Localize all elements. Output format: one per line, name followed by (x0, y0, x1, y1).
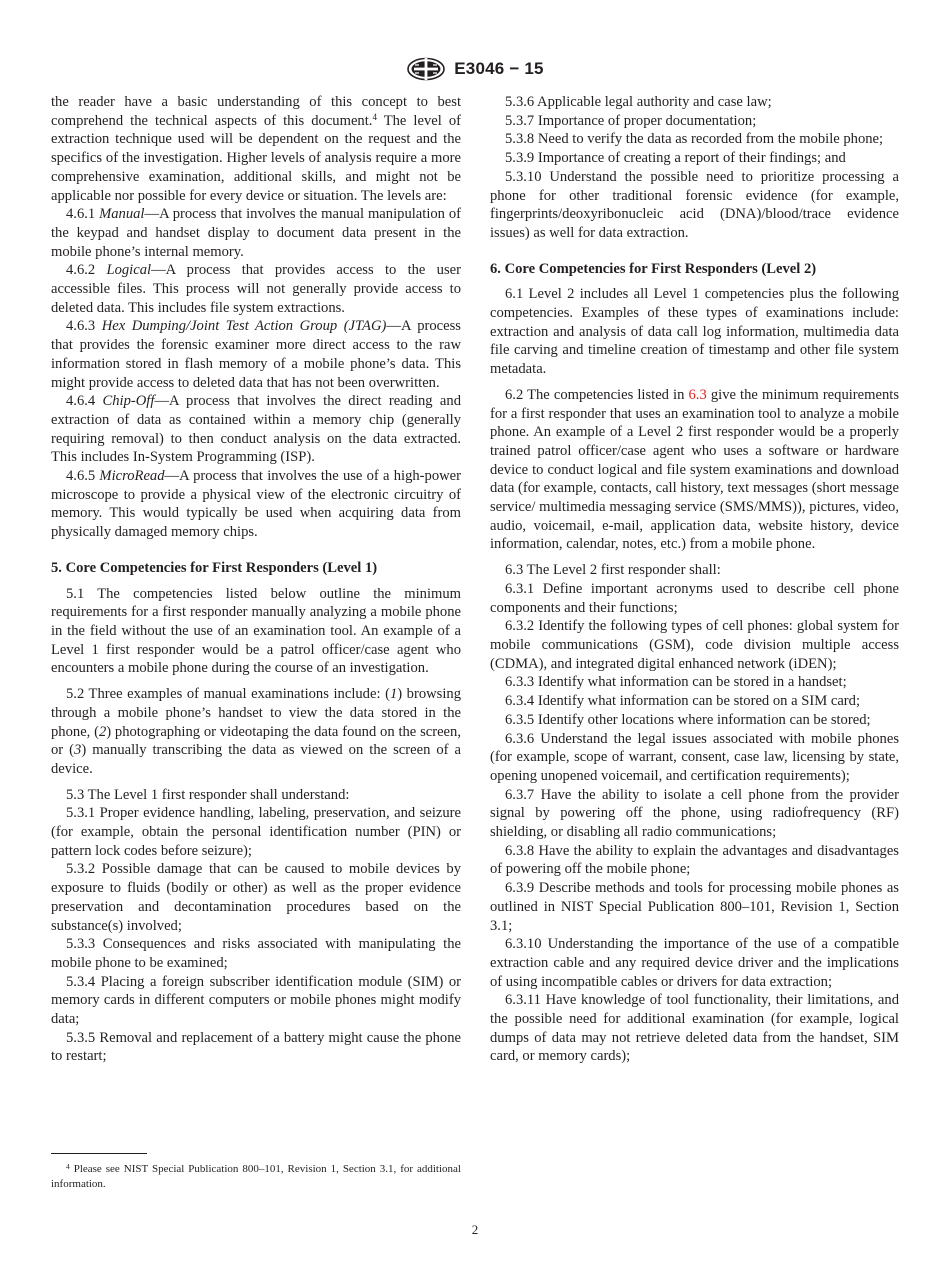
paragraph-5-3-2: 5.3.2 Possible damage that can be caused to mobile devices by exposure to fluids (bodily or other) as well as the proper evidence preservation and decontamination procedures based on the substance(s) involved; (51, 861, 461, 934)
page-header (0, 56, 950, 82)
footnote-ref-4[interactable]: 4 (372, 111, 377, 122)
paragraph-6-1: 6.1 Level 2 includes all Level 1 competencies plus the following competencies. Examples of these types of examinations include: extraction and analysis of data call log information, multimedia data file carving and timeline creation of timestamp and other file system metadata. (490, 286, 899, 378)
paragraph-4-6-1: 4.6.1 Manual—A process that involves the manual manipulation of the keypad and handset display to document data present in the mobile phone’s internal memory. (51, 206, 462, 260)
paragraph-5-3-4: 5.3.4 Placing a foreign subscriber identification module (SIM) or memory cards in different computers or mobile phones might modify data; (51, 973, 461, 1028)
paragraph-5-3-9: 5.3.9 Importance of creating a report of their findings; and (505, 150, 846, 167)
footnote-4: $^4$ Please see NIST Special Publication 800–101, Revision 1, Section 3.1, for additional information. (51, 1162, 461, 1190)
paragraph-6-3-6: 6.3.6 Understand the legal issues associated with mobile phones (for example, scope of warrant, consent, case law, licensing by state, opening unopened voicemail, and certification requirements); (490, 730, 899, 784)
paragraph-5-3-1: 5.3.1 Proper evidence handling, labeling, preservation, and seizure (for example, obtain the personal identification number (PIN) or pattern lock codes before seizure); (51, 805, 461, 859)
paragraph-5-3-5: 5.3.5 Removal and replacement of a battery might cause the phone to restart; (51, 1029, 461, 1065)
left-column (51, 93, 461, 1066)
paragraph-6-3-2: 6.3.2 Identify the following types of cell phones: global system for mobile communications (GSM), code division multiple access (CDMA), and integrated digital enhanced network (iDEN); (490, 618, 899, 672)
footnote-divider (51, 1153, 147, 1154)
paragraph-6-3-5: 6.3.5 Identify other locations where information can be stored; (505, 711, 871, 728)
paragraph-5-3-7: 5.3.7 Importance of proper documentation; (505, 112, 757, 129)
paragraph-4-6-2: 4.6.2 Logical—A process that provides access to the user accessible files. This process will not generally provide access to deleted data. This includes file system extractions. (51, 262, 461, 316)
paragraph-4-6-4: 4.6.4 Chip-Off—A process that involves the direct reading and extraction of data as contained within a memory chip (generally requiring removal) to then conduct analysis on the data extracted. This includes In-System Programming (ISP). (51, 393, 461, 466)
paragraph-6-3-1: 6.3.1 Define important acronyms used to describe cell phone components and their functions; (490, 580, 899, 616)
paragraph-6-3-7: 6.3.7 Have the ability to isolate a cell phone from the provider signal by powering off the phone, using radiofrequency (RF) shielding, or disabling all radio communications; (490, 786, 899, 841)
paragraph-6-3-4: 6.3.4 Identify what information can be stored on a SIM card; (505, 693, 861, 710)
paragraph-6-3: 6.3 The Level 2 first responder shall: (505, 562, 721, 579)
paragraph-5-3-8: 5.3.8 Need to verify the data as recorded from the mobile phone; (505, 131, 884, 148)
paragraph-5-2: 5.2 Three examples of manual examinations include: (1) browsing through a mobile phone’s handset to view the data stored in the phone, (2) photographing or videotaping the data found on the screen, or (3) manually transcribing the data as viewed on the screen of a device. (51, 686, 462, 777)
section-6-3-link[interactable]: 6.3 (688, 386, 707, 403)
right-column (490, 93, 899, 1066)
paragraph-5-3-3: 5.3.3 Consequences and risks associated with manipulating the mobile phone to be examined; (51, 936, 461, 971)
page-number: 2 (471, 1222, 479, 1237)
paragraph-6-3-11: 6.3.11 Have knowledge of tool functionality, their limitations, and the possible need for additional examination (for example, logical dumps of data may not retrieve deleted data from the handset, SIM card, or memory cards); (490, 992, 899, 1065)
section-5-heading: 5. Core Competencies for First Responders (Level 1) (51, 559, 378, 576)
paragraph-5-1: 5.1 The competencies listed below outline the minimum requirements for a first responder manually analyzing a mobile phone in the field without the use of an examination tool. An example of a Level 1 first responder would be a patrol officer/case agent who encounters a mobile phone during the course of an investigation. (51, 585, 461, 677)
paragraph-5-3-10: 5.3.10 Understand the possible need to prioritize processing a phone for other traditional forensic evidence (for example, fingerprints/deoxyribonucleic acid (DNA)/blood/trace evidence issues) as well for data extraction. (490, 168, 899, 241)
paragraph-5-3: 5.3 The Level 1 first responder shall understand: (66, 786, 350, 803)
paragraph-4-6-intro: the reader have a basic understanding of this concept to best comprehend the technical aspects of this document.$^4$ The level of extraction technique used will be dependent on the request and the specifics of the investigation. Higher levels of analysis require a more comprehensive examination, additional skills, and might not be applicable nor possible for every device or situation. The levels are: (51, 94, 461, 204)
paragraph-6-3-9: 6.3.9 Describe methods and tools for processing mobile phones as outlined in NIST Special Publication 800–101, Revision 1, Section 3.1; (490, 880, 899, 934)
paragraph-6-3-8: 6.3.8 Have the ability to explain the advantages and disadvantages of powering off the mobile phone; (490, 842, 899, 878)
astm-logo-icon (406, 57, 446, 81)
section-6-heading: 6. Core Competencies for First Responders (Level 2) (490, 260, 817, 277)
paragraph-4-6-3: 4.6.3 Hex Dumping/Joint Test Action Group (JTAG)—A process that provides the forensic examiner more direct access to the raw information stored in flash memory of a mobile phone’s data. This might provide access to deleted data that has not been overwritten. (51, 318, 461, 391)
paragraph-6-3-3: 6.3.3 Identify what information can be stored in a handset; (505, 674, 847, 691)
paragraph-5-3-6: 5.3.6 Applicable legal authority and case law; (505, 94, 772, 110)
paragraph-6-3-10: 6.3.10 Understanding the importance of the use of a compatible extraction cable and any required device driver and the implications of using incompatible cables or drivers for data extraction; (490, 936, 899, 990)
paragraph-6-2: 6.2 The competencies listed in 6.3 give the minimum requirements for a first responder that uses an examination tool to analyze a mobile phone. An example of a Level 2 first responder would be a properly trained patrol officer/case agent who uses a software or hardware device to conduct logical and file system examinations and download data (for example, contacts, call history, text messages (short message service/ multimedia messaging service (SMS/MMS)), pictures, video, audio, voicemail, e-mail, application data, website history, device information, calendar, notes, etc.) from a mobile phone. (490, 386, 899, 553)
paragraph-4-6-5: 4.6.5 MicroRead—A process that involves the use of a high-power microscope to provide a physical view of the electronic circuitry of memory. This would typically be used when acquiring data from physically damaged memory chips. (51, 468, 461, 541)
standard-designation: E3046 − 15 (454, 59, 544, 78)
